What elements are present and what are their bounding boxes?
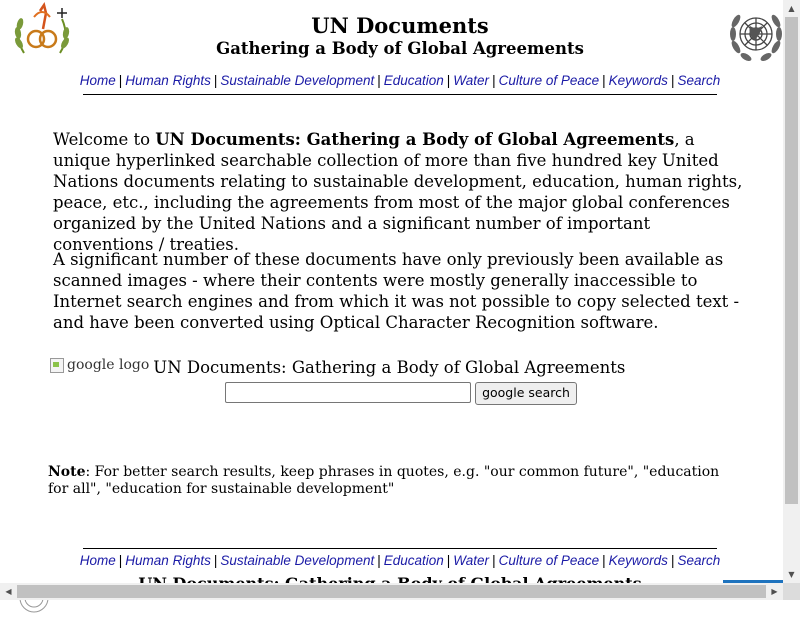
scroll-down-arrow-icon[interactable]: ▼: [788, 570, 795, 579]
intro-prefix: Welcome to: [53, 130, 156, 149]
nav-link-sustainable-development[interactable]: Sustainable Development: [220, 73, 375, 88]
intro-description: , a unique hyperlinked searchable collection of more than five hundred key United Nations documents relating to sustainable development, education, human rights, peace, etc., including the agreements from most of the major global conferences organized by the United Nations and a significant number of important conventions / treaties.: [53, 130, 743, 254]
nav-separator: |: [377, 553, 381, 568]
scrollbar-corner: [783, 583, 800, 600]
google-logo: [50, 357, 149, 373]
intro-ocr-text: A significant number of these documents have only previously been available as scanned images - where their contents were mostly generally inaccessible to Internet search engines and from which it was not possible to copy selected text - and have been converted using Optical Character Recognition software.: [53, 250, 740, 332]
scroll-up-arrow-icon[interactable]: ▲: [788, 4, 795, 13]
site-title: UN Documents: [311, 13, 489, 38]
header-divider: [83, 94, 717, 95]
nav-link-home[interactable]: Home: [79, 73, 116, 88]
nav-link-home[interactable]: Home: [79, 553, 116, 568]
broken-image-icon: [50, 358, 64, 373]
nav-separator: |: [377, 73, 381, 88]
note-label: Note: [48, 464, 86, 480]
nav-separator: |: [602, 553, 606, 568]
nav-link-keywords[interactable]: Keywords: [608, 553, 668, 568]
nav-link-sustainable-development[interactable]: Sustainable Development: [220, 553, 375, 568]
site-subtitle: Gathering a Body of Global Agreements: [216, 39, 584, 58]
search-title: UN Documents: Gathering a Body of Global Agreements: [153, 357, 626, 377]
nav-link-education[interactable]: Education: [383, 553, 444, 568]
vertical-scrollbar[interactable]: [783, 0, 800, 583]
horizontal-scroll-thumb[interactable]: [17, 585, 766, 598]
google-search-button[interactable]: google search: [475, 382, 577, 405]
top-navigation: [0, 73, 800, 88]
nav-link-culture-of-peace[interactable]: Culture of Peace: [498, 553, 600, 568]
nav-separator: |: [118, 553, 123, 568]
nav-link-keywords[interactable]: Keywords: [608, 73, 668, 88]
intro-paragraph-1: [53, 129, 749, 255]
nav-link-search[interactable]: Search: [677, 73, 721, 88]
google-logo-alt-text: google logo: [67, 357, 150, 373]
search-header: [50, 357, 625, 377]
scroll-right-arrow-icon[interactable]: ▶: [771, 587, 778, 596]
nav-link-human-rights[interactable]: Human Rights: [125, 553, 211, 568]
nav-separator: |: [492, 553, 496, 568]
note-text: : For better search results, keep phrases in quotes, e.g. "our common future", "education for all", "education for sustainable development": [48, 464, 720, 497]
intro-site-name: UN Documents: Gathering a Body of Global Agreements: [155, 130, 675, 149]
search-note: [48, 464, 738, 498]
horizontal-scrollbar[interactable]: [0, 583, 783, 600]
nav-separator: |: [446, 553, 451, 568]
nav-link-water[interactable]: Water: [453, 73, 490, 88]
nav-separator: |: [670, 553, 675, 568]
nav-link-human-rights[interactable]: Human Rights: [125, 73, 211, 88]
bottom-navigation: [0, 553, 800, 568]
nav-separator: |: [213, 553, 218, 568]
nav-separator: |: [602, 73, 606, 88]
nav-separator: |: [213, 73, 218, 88]
nav-separator: |: [670, 73, 675, 88]
intro-paragraph-2: [53, 249, 749, 333]
footer-divider: [83, 548, 717, 549]
nav-separator: |: [118, 73, 123, 88]
nav-link-culture-of-peace[interactable]: Culture of Peace: [498, 73, 600, 88]
vertical-scroll-thumb[interactable]: [785, 17, 798, 504]
nav-link-water[interactable]: Water: [453, 553, 490, 568]
nav-link-education[interactable]: Education: [383, 73, 444, 88]
nav-separator: |: [446, 73, 451, 88]
scroll-left-arrow-icon[interactable]: ◀: [5, 587, 12, 596]
nav-separator: |: [492, 73, 496, 88]
nav-link-search[interactable]: Search: [677, 553, 721, 568]
search-input[interactable]: [225, 382, 471, 403]
